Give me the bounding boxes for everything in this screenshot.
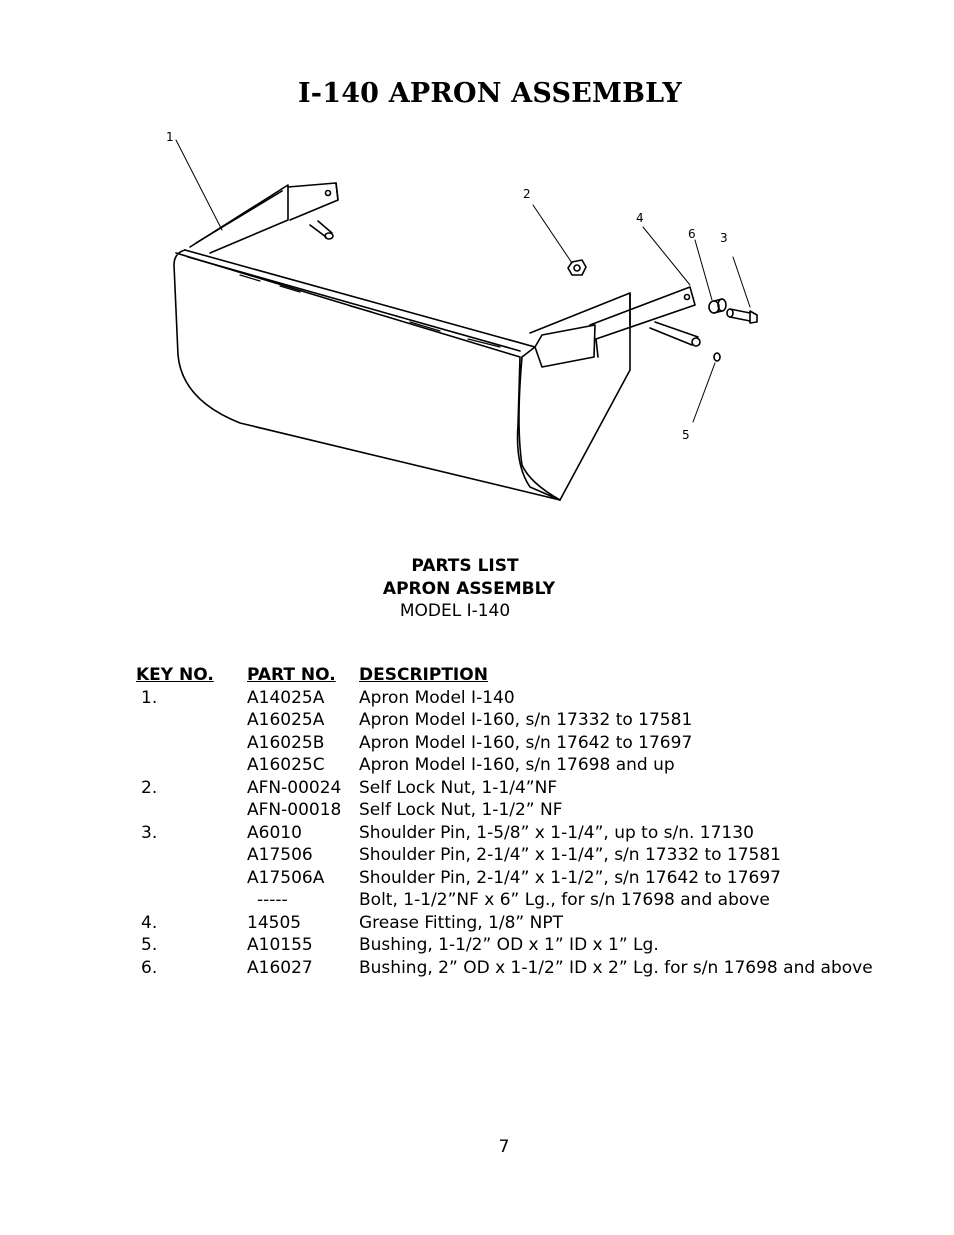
row-part-no: A6010 — [247, 822, 302, 843]
row-part-no: A16025B — [247, 732, 325, 753]
row-part-no: A10155 — [247, 935, 313, 955]
left-hitch-arm — [288, 183, 338, 239]
row-description: Self Lock Nut, 1-1/4”NF — [359, 777, 558, 798]
callout-5: 5 — [682, 428, 690, 442]
row-part-no: ----- — [257, 890, 288, 910]
row-description: Apron Model I-160, s/n 17698 and up — [359, 755, 675, 775]
parts-list-model: MODEL I-140 — [399, 601, 511, 621]
row-key: 4. — [141, 912, 158, 933]
right-side-plate — [530, 287, 700, 367]
shoulder-pin-part — [727, 309, 757, 323]
apron-shell — [174, 250, 630, 500]
row-key: 2. — [141, 777, 158, 798]
parts-list-subheading: APRON ASSEMBLY — [382, 579, 556, 599]
row-description: Apron Model I-160, s/n 17332 to 17581 — [359, 710, 693, 730]
row-description: Shoulder Pin, 1-5/8” x 1-1/4”, up to s/n. 17130 — [359, 822, 754, 843]
apron-assembly-diagram — [150, 125, 800, 515]
row-part-no: A16025A — [247, 710, 325, 730]
leader-lines — [176, 140, 750, 422]
row-description: Apron Model I-140 — [359, 687, 515, 708]
callout-2: 2 — [523, 187, 531, 201]
header-description: DESCRIPTION — [359, 665, 488, 685]
row-description: Shoulder Pin, 2-1/4” x 1-1/4”, s/n 17332 to 17581 — [359, 845, 781, 865]
row-part-no: A16027 — [247, 957, 313, 978]
row-part-no: AFN-00024 — [247, 777, 342, 798]
bushing-part — [709, 299, 726, 313]
row-part-no: A17506A — [247, 867, 325, 888]
lock-nut-part — [568, 260, 586, 275]
row-description: Shoulder Pin, 2-1/4” x 1-1/2”, s/n 17642 to 17697 — [359, 867, 781, 888]
row-description: Self Lock Nut, 1-1/2” NF — [359, 800, 563, 820]
row-description: Bushing, 1-1/2” OD x 1” ID x 1” Lg. — [359, 935, 659, 955]
page-title: I-140 APRON ASSEMBLY — [297, 78, 683, 109]
callout-6: 6 — [688, 227, 696, 241]
row-part-no: 14505 — [247, 912, 302, 933]
row-description: Bolt, 1-1/2”NF x 6” Lg., for s/n 17698 and above — [359, 890, 770, 910]
callout-4: 4 — [636, 211, 644, 225]
parts-list-heading: PARTS LIST — [411, 556, 519, 576]
row-description: Grease Fitting, 1/8” NPT — [359, 912, 563, 933]
row-key: 3. — [141, 822, 158, 843]
header-key-no: KEY NO. — [136, 665, 214, 685]
row-description: Apron Model I-160, s/n 17642 to 17697 — [359, 732, 693, 753]
row-part-no: A17506 — [247, 845, 313, 865]
callout-3: 3 — [720, 231, 728, 245]
row-description: Bushing, 2” OD x 1-1/2” ID x 2” Lg. for s/n 17698 and above — [359, 957, 873, 978]
row-part-no: AFN-00018 — [247, 800, 342, 820]
row-part-no: A14025A — [247, 687, 325, 708]
page-number: 7 — [498, 1137, 510, 1157]
callout-1: 1 — [166, 130, 174, 144]
grease-fitting-part — [714, 353, 720, 361]
row-key: 6. — [141, 957, 158, 978]
row-part-no: A16025C — [247, 755, 325, 775]
row-key: 5. — [141, 935, 158, 955]
row-key: 1. — [141, 687, 158, 708]
header-part-no: PART NO. — [247, 665, 336, 685]
